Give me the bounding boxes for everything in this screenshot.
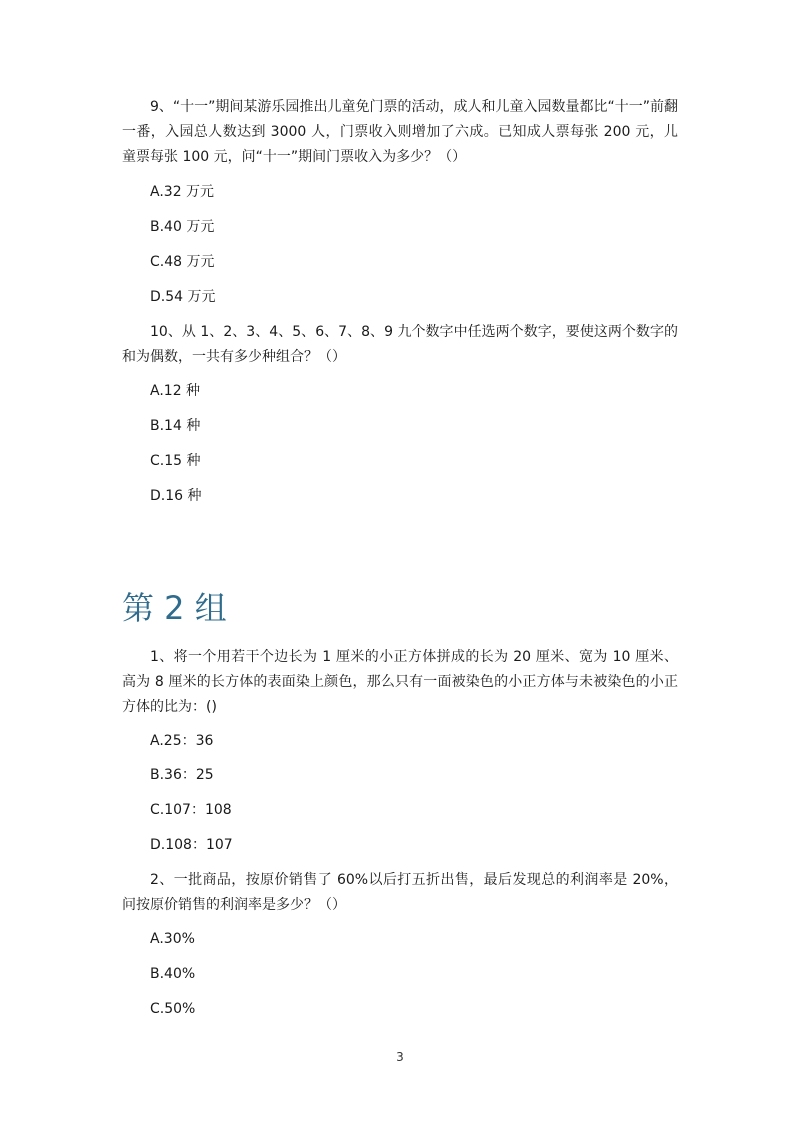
group2-question-1-text: 1、将一个用若干个边长为 1 厘米的小正方体拼成的长为 20 厘米、宽为 10 厘米、高为 8 厘米的长方体的表面染上颜色，那么只有一面被染色的小正方体与未被染色的小正方体的比为：() [122,649,678,715]
group2-question-2-option-b: B.40% [150,966,196,982]
question-10-option-a: A.12 种 [150,383,201,399]
question-10-text: 10、从 1、2、3、4、5、6、7、8、9 九个数字中任选两个数字，要使这两个数字的和为偶数，一共有多少种组合？（） [122,324,678,365]
question-10-option-c: C.15 种 [150,453,201,469]
group2-question-1-option-c: C.107：108 [150,802,232,818]
group2-question-1-option-b: B.36：25 [150,767,214,783]
question-9-option-b: B.40 万元 [150,219,215,235]
question-9-option-d: D.54 万元 [150,289,216,305]
group2-question-1-option-a: A.25：36 [150,733,214,749]
question-9-text: 9、“十一”期间某游乐园推出儿童免门票的活动，成人和儿童入园数量都比“十一”前翻一番，入园总人数达到 3000 人，门票收入则增加了六成。已知成人票每张 200 元，儿童票每张 100 元，问“十一”期间门票收入为多少？（） [122,99,678,165]
question-9-option-a: A.32 万元 [150,184,215,200]
group2-question-2-option-c: C.50% [150,1001,196,1017]
group2-question-2-text: 2、一批商品，按原价销售了 60%以后打五折出售，最后发现总的利润率是 20%，问按原价销售的利润率是多少？（） [122,872,678,913]
question-10-option-b: B.14 种 [150,418,201,434]
page-number: 3 [396,1050,404,1064]
group2-question-2-option-a: A.30% [150,931,195,947]
question-10-option-d: D.16 种 [150,488,202,504]
question-9-option-c: C.48 万元 [150,254,215,270]
section-heading: 第 2 组 [122,589,227,627]
group2-question-1-option-d: D.108：107 [150,837,233,853]
